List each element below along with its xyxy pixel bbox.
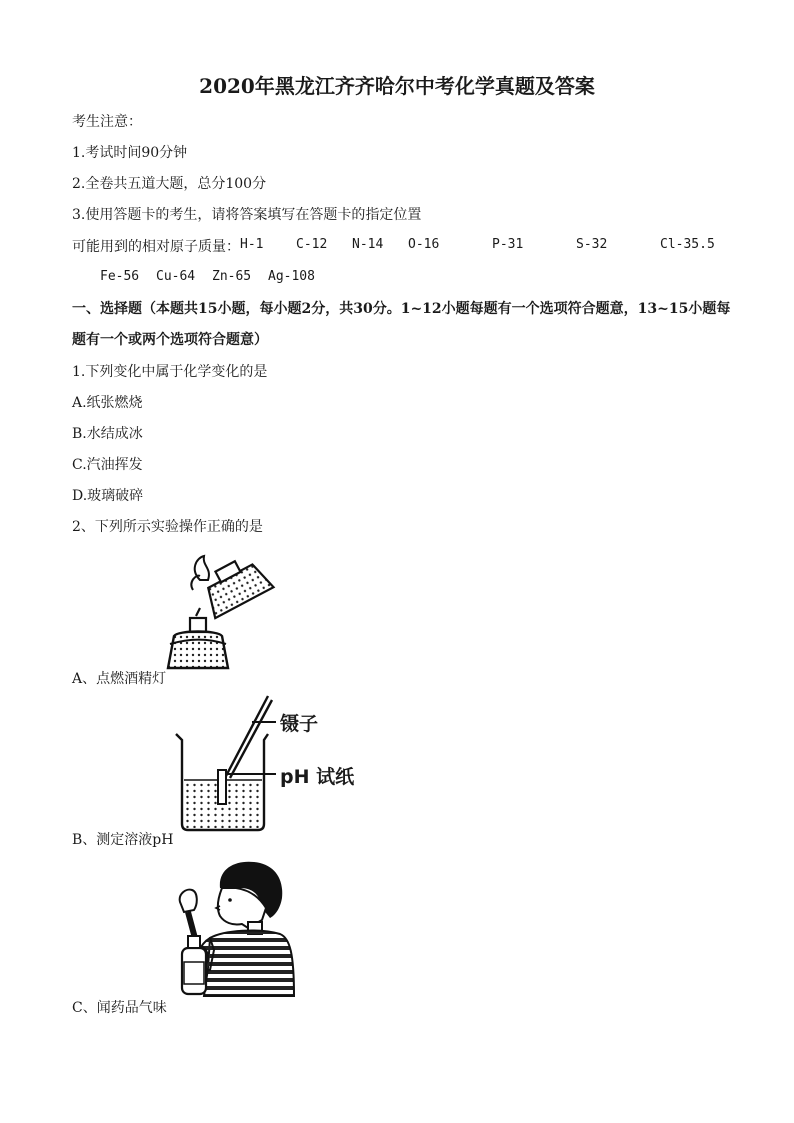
question-1-option-a: A.纸张燃烧: [72, 395, 143, 411]
question-1-option-b: B.水结成冰: [72, 426, 143, 442]
question-2-stem: 2、下列所示实验操作正确的是: [72, 519, 263, 535]
notice-item-1: 1.考试时间90分钟: [72, 145, 188, 161]
atomic-mass-zn: Zn-65: [212, 269, 252, 284]
label-ph-paper: pH 试纸: [280, 766, 355, 788]
atomic-mass-o: O-16: [408, 237, 440, 252]
atomic-mass-label: 可能用到的相对原子质量：: [72, 239, 240, 255]
section-1-heading-cont: 题有一个或两个选项符合题意）: [72, 332, 268, 348]
question-1-option-c: C.汽油挥发: [72, 457, 143, 473]
figure-alcohol-lamp: [160, 550, 280, 670]
atomic-mass-h: H-1: [240, 237, 264, 252]
figure-smell-chemical: [170, 858, 298, 998]
atomic-mass-s: S-32: [576, 237, 608, 252]
question-1-stem: 1.下列变化中属于化学变化的是: [72, 364, 268, 380]
atomic-mass-n: N-14: [352, 237, 384, 252]
notice-item-3: 3.使用答题卡的考生，请将答案填写在答题卡的指定位置: [72, 207, 422, 223]
notice-item-2: 2.全卷共五道大题，总分100分: [72, 176, 267, 192]
atomic-mass-fe: Fe-56: [100, 269, 140, 284]
label-tweezers: 镊子: [280, 713, 319, 735]
atomic-mass-ag: Ag-108: [268, 269, 315, 284]
question-1-option-d: D.玻璃破碎: [72, 488, 144, 504]
question-2-option-b: B、测定溶液pH: [72, 832, 174, 848]
atomic-mass-cl: Cl-35.5: [660, 237, 715, 252]
section-1-heading: 一、选择题（本题共15小题，每小题2分，共30分。1~12小题每题有一个选项符合题意，13~15小题每: [72, 301, 731, 317]
question-2-option-a: A、点燃酒精灯: [72, 671, 167, 687]
page-title: 2020年黑龙江齐齐哈尔中考化学真题及答案: [199, 74, 595, 98]
question-2-option-c: C、闻药品气味: [72, 1000, 167, 1016]
atomic-mass-c: C-12: [296, 237, 328, 252]
atomic-mass-p: P-31: [492, 237, 524, 252]
atomic-mass-cu: Cu-64: [156, 269, 196, 284]
notice-heading: 考生注意：: [72, 114, 142, 130]
